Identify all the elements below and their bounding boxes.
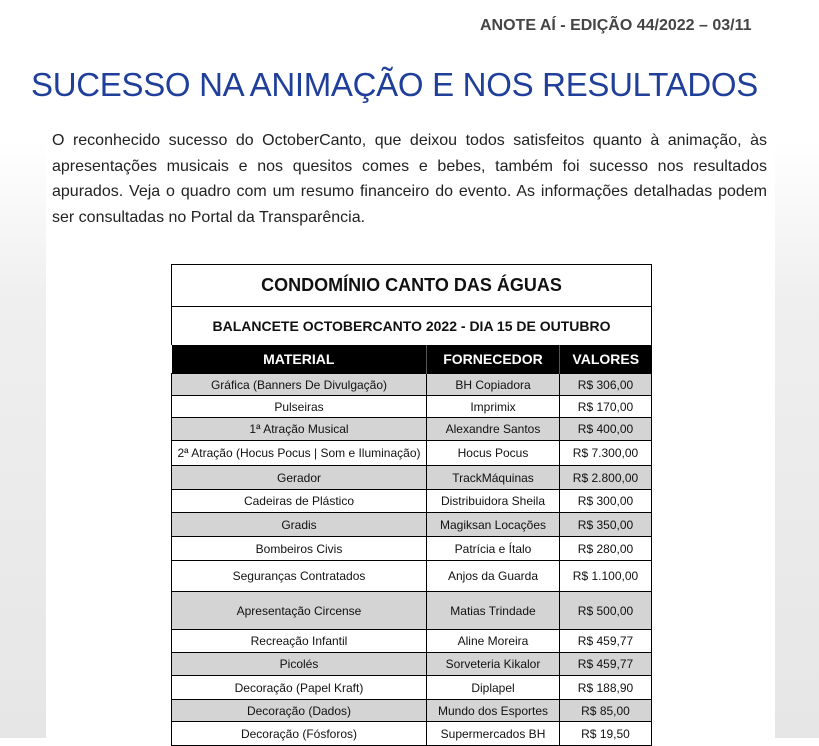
table-subtitle: BALANCETE OCTOBERCANTO 2022 - DIA 15 DE OUTUBRO [172, 307, 652, 346]
table-title: CONDOMÍNIO CANTO DAS ÁGUAS [172, 265, 652, 307]
table-row [172, 441, 652, 466]
cell-material: 1ª Atração Musical [172, 418, 427, 441]
table-row [172, 700, 652, 722]
cell-fornecedor: Magiksan Locações [427, 513, 560, 537]
table-row [172, 513, 652, 537]
page-title: SUCESSO NA ANIMAÇÃO E NOS RESULTADOS [31, 66, 758, 103]
cell-material: Gradis [172, 513, 427, 537]
cell-valor: R$ 300,00 [560, 490, 652, 513]
cell-fornecedor: Diplapel [427, 676, 560, 700]
cell-material: Cadeiras de Plástico [172, 490, 427, 513]
cell-fornecedor: Mundo dos Esportes [427, 700, 560, 722]
cell-fornecedor: BH Copiadora [427, 374, 560, 396]
cell-valor: R$ 280,00 [560, 537, 652, 561]
table-subtitle-row [172, 307, 652, 346]
table-row [172, 561, 652, 592]
cell-valor: R$ 1.100,00 [560, 561, 652, 592]
cell-valor: R$ 7.300,00 [560, 441, 652, 466]
table-row [172, 490, 652, 513]
cell-valor: R$ 188,90 [560, 676, 652, 700]
table-row [172, 396, 652, 418]
column-header-material: MATERIAL [172, 345, 427, 374]
cell-material: Decoração (Dados) [172, 700, 427, 722]
cell-valor: R$ 19,50 [560, 722, 652, 746]
column-header-valores: VALORES [560, 345, 652, 374]
cell-material: Picolés [172, 653, 427, 676]
column-header-fornecedor: FORNECEDOR [427, 345, 560, 374]
table-row [172, 537, 652, 561]
cell-fornecedor: Anjos da Guarda [427, 561, 560, 592]
cell-valor: R$ 2.800,00 [560, 466, 652, 490]
cell-material: 2ª Atração (Hocus Pocus | Som e Iluminação) [172, 441, 427, 466]
cell-material: Recreação Infantil [172, 630, 427, 653]
cell-fornecedor: Sorveteria Kikalor [427, 653, 560, 676]
cell-valor: R$ 400,00 [560, 418, 652, 441]
table-row [172, 374, 652, 396]
table-row [172, 418, 652, 441]
cell-material: Gerador [172, 466, 427, 490]
cell-material: Seguranças Contratados [172, 561, 427, 592]
cell-material: Pulseiras [172, 396, 427, 418]
balance-table-wrapper [171, 264, 651, 746]
table-header-row [172, 345, 652, 374]
cell-material: Decoração (Papel Kraft) [172, 676, 427, 700]
cell-valor: R$ 350,00 [560, 513, 652, 537]
table-row [172, 592, 652, 630]
cell-material: Decoração (Fósforos) [172, 722, 427, 746]
cell-material: Bombeiros Civis [172, 537, 427, 561]
cell-fornecedor: Imprimix [427, 396, 560, 418]
cell-fornecedor: Supermercados BH [427, 722, 560, 746]
edition-header: ANOTE AÍ - EDIÇÃO 44/2022 – 03/11 [480, 17, 752, 34]
cell-valor: R$ 85,00 [560, 700, 652, 722]
cell-fornecedor: Distribuidora Sheila [427, 490, 560, 513]
cell-fornecedor: Aline Moreira [427, 630, 560, 653]
cell-valor: R$ 500,00 [560, 592, 652, 630]
balance-table [171, 264, 652, 746]
table-row [172, 653, 652, 676]
table-title-row [172, 265, 652, 307]
cell-fornecedor: Patrícia e Ítalo [427, 537, 560, 561]
table-row [172, 722, 652, 746]
cell-valor: R$ 459,77 [560, 630, 652, 653]
cell-valor: R$ 170,00 [560, 396, 652, 418]
cell-fornecedor: TrackMáquinas [427, 466, 560, 490]
cell-material: Gráfica (Banners De Divulgação) [172, 374, 427, 396]
cell-valor: R$ 306,00 [560, 374, 652, 396]
table-row [172, 630, 652, 653]
table-row [172, 466, 652, 490]
cell-valor: R$ 459,77 [560, 653, 652, 676]
cell-material: Apresentação Circense [172, 592, 427, 630]
intro-paragraph: O reconhecido sucesso do OctoberCanto, que deixou todos satisfeitos quanto à animação, às apresentações musicais e nos quesitos comes e bebes, também foi sucesso nos resultados apurados. Veja o quadro com um resumo financeiro do evento. As informações detalhadas podem ser consultadas no Portal da Transparência. [52, 132, 767, 226]
table-row [172, 676, 652, 700]
cell-fornecedor: Hocus Pocus [427, 441, 560, 466]
cell-fornecedor: Alexandre Santos [427, 418, 560, 441]
cell-fornecedor: Matias Trindade [427, 592, 560, 630]
